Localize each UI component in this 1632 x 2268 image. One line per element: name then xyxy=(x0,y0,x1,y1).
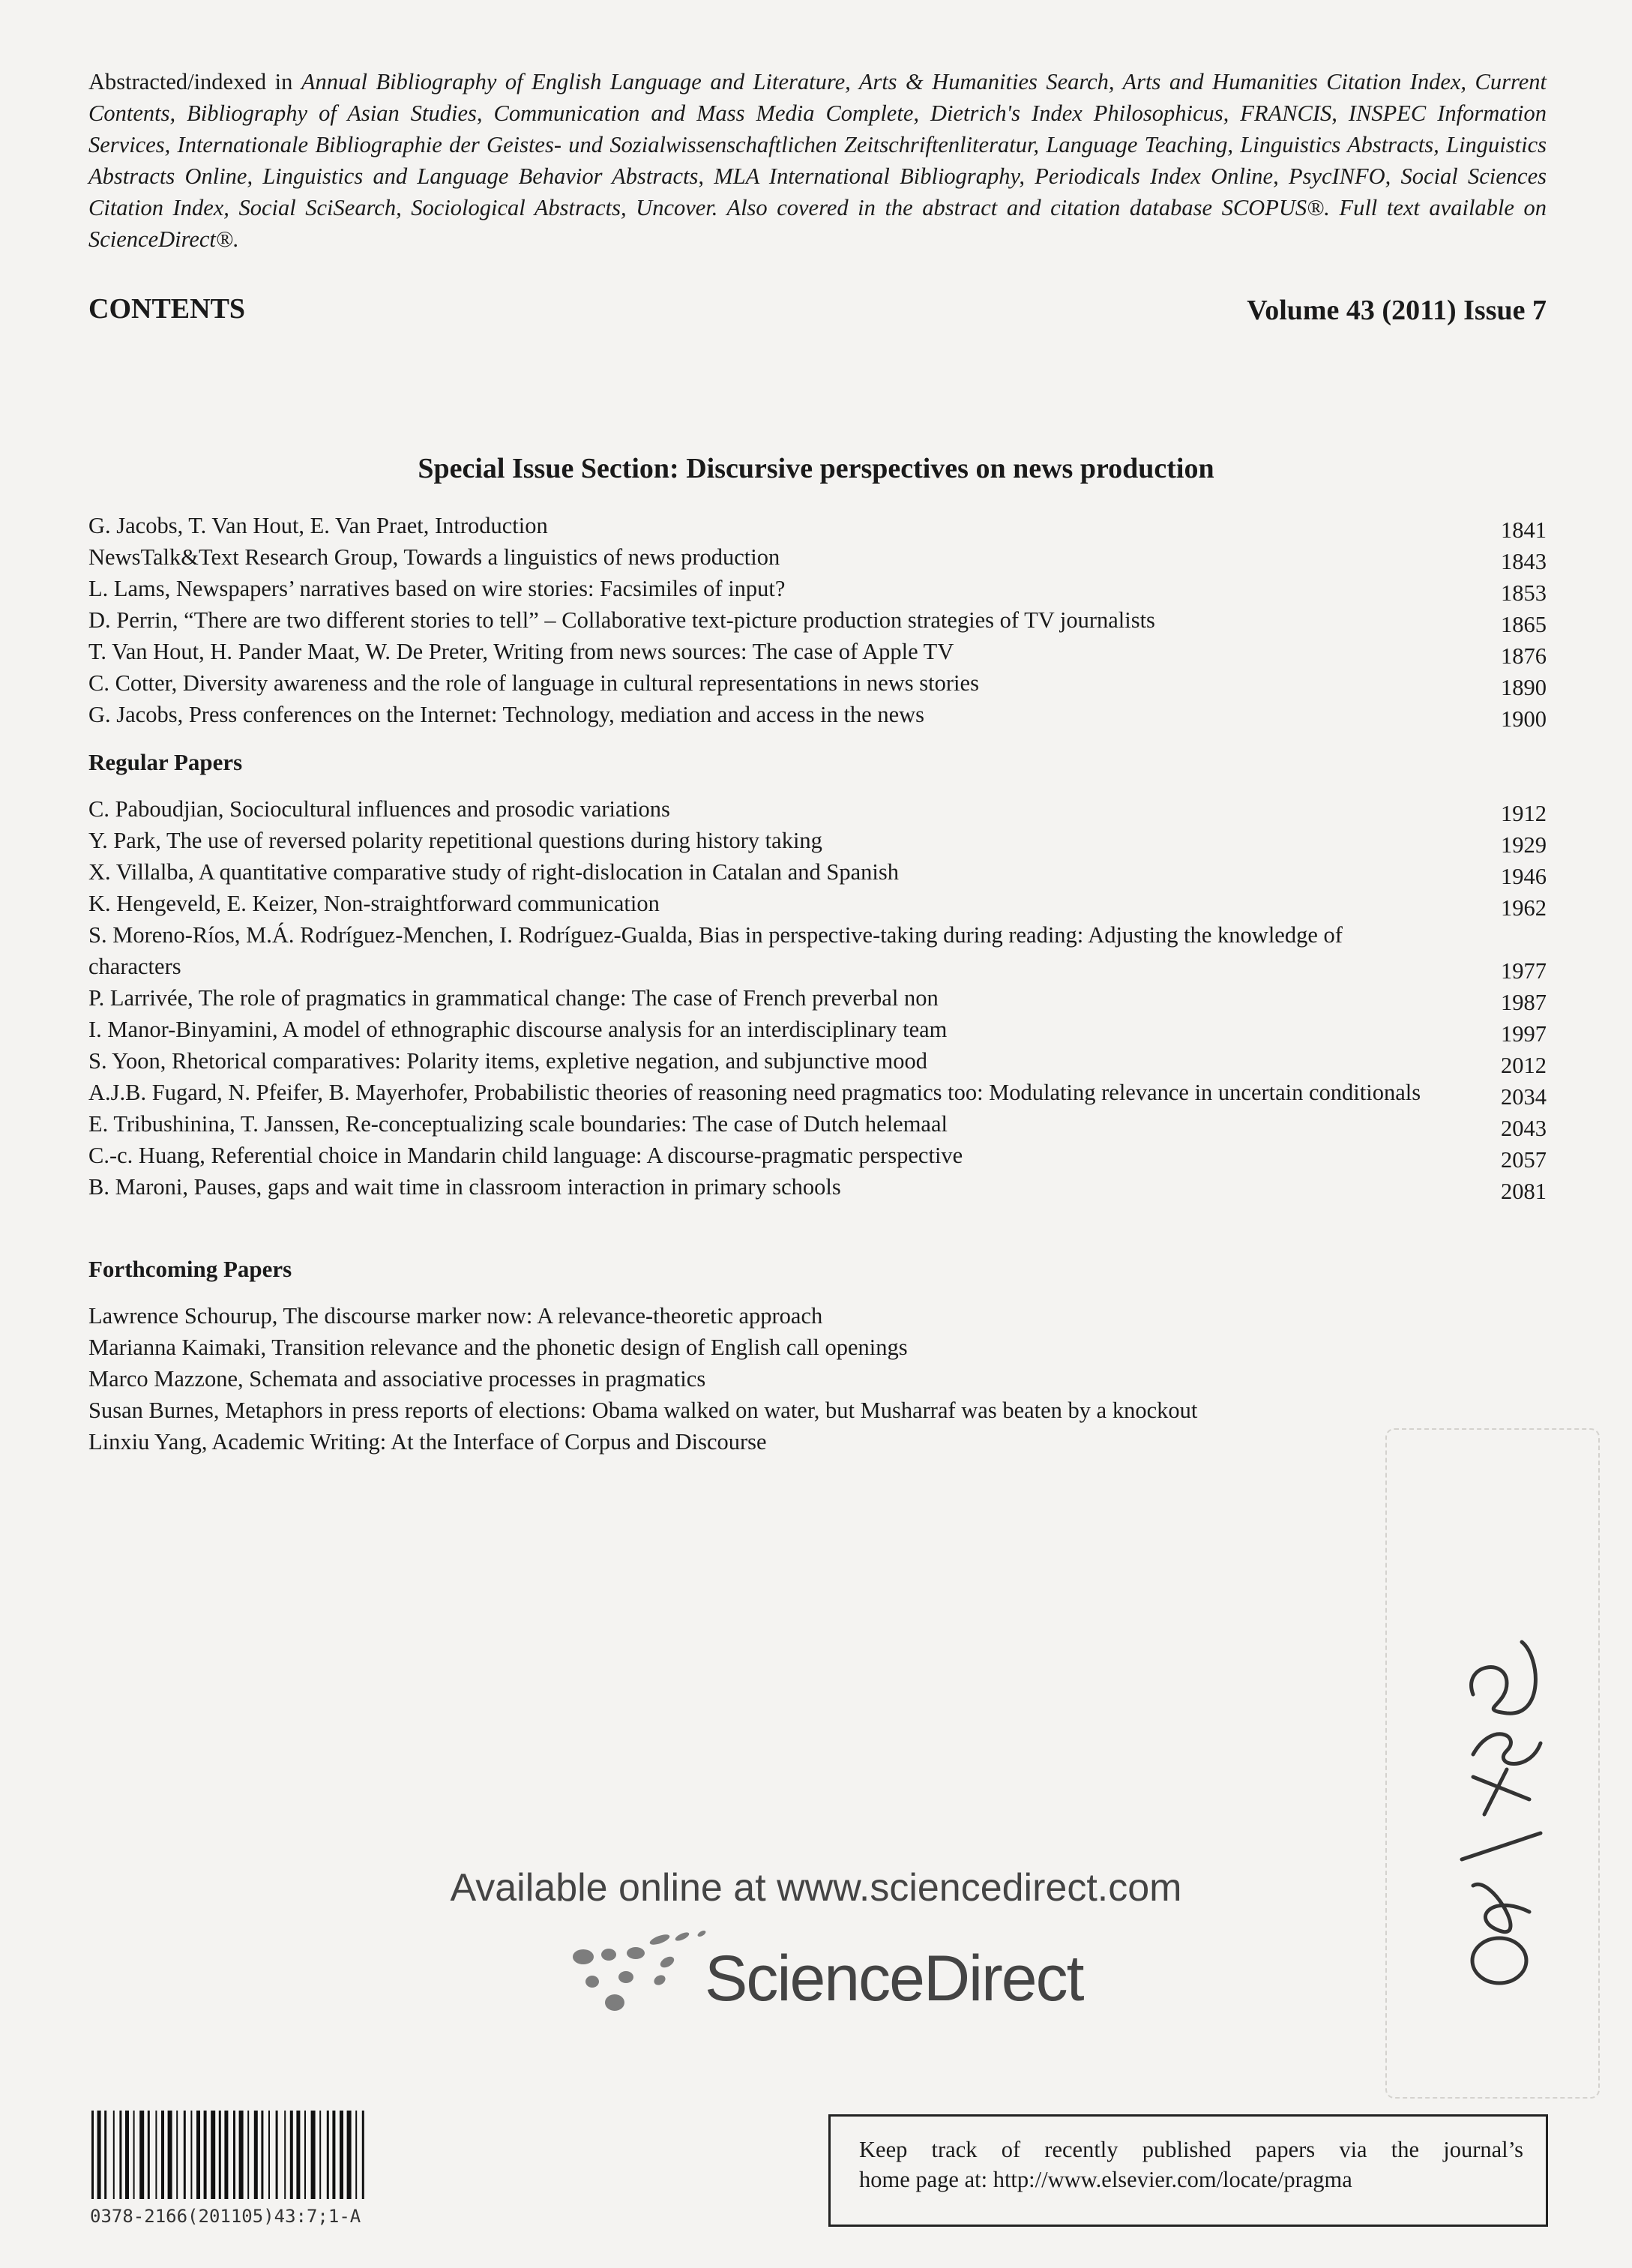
page-number: 1890 xyxy=(1501,675,1547,700)
forthcoming-item: Susan Burnes, Metaphors in press reports of elections: Obama walked on water, but Musharraf was beaten by a knockout xyxy=(88,1398,1198,1423)
page-number: 2034 xyxy=(1501,1084,1547,1110)
indexing-list: Annual Bibliography of English Language and Literature, Arts & Humanities Search, Arts and Humanities Citation Index, Current Contents, Bibliography of Asian Studies, Communication and Mass Media Complete, Dietrich's Index Philosophicus, FRANCIS, INSPEC Information Services, Internationale Bibliographie der Geistes- und Sozialwissenschaftlichen Zeitschriftenliteratur, Language Teaching, Linguistics Abstracts, Linguistics Abstracts Online, Linguistics and Language Behavior Abstracts, MLA International Bibliography, Periodicals Index Online, PsycINFO, Social Sciences Citation Index, Social SciSearch, Sociological Abstracts, Uncover. Also covered in the abstract and citation database SCOPUS®. Full text available on ScienceDirect®. xyxy=(88,69,1547,252)
sciencedirect-logo-text: ScienceDirect xyxy=(705,1943,1083,2015)
indexing-statement xyxy=(88,66,1547,255)
barcode-bar xyxy=(104,2111,106,2199)
barcode-bar xyxy=(296,2111,300,2199)
toc-entry[interactable]: C.-c. Huang, Referential choice in Mandarin child language: A discourse-pragmatic perspective 2057 xyxy=(88,1140,1547,1171)
handwritten-annotation-image xyxy=(1417,1589,1582,1994)
barcode-bar xyxy=(97,2111,101,2199)
page-number: 1841 xyxy=(1501,517,1547,543)
barcode-bar xyxy=(155,2111,157,2199)
barcode-bar xyxy=(168,2111,172,2199)
barcode-bar xyxy=(176,2111,178,2199)
barcode-bar xyxy=(196,2111,200,2199)
forthcoming-item: Marco Mazzone, Schemata and associative processes in pragmatics xyxy=(88,1366,706,1392)
toc-entry[interactable]: B. Maroni, Pauses, gaps and wait time in classroom interaction in primary schools 2081 xyxy=(88,1171,1547,1203)
special-issue-title: Special Issue Section: Discursive perspectives on news production xyxy=(418,453,1214,484)
barcode-bar xyxy=(284,2111,286,2199)
barcode-bar xyxy=(276,2111,278,2199)
barcode-bar xyxy=(332,2111,335,2199)
barcode-bar xyxy=(219,2111,221,2199)
page-number: 1912 xyxy=(1501,801,1547,826)
barcode-bar xyxy=(247,2111,249,2199)
toc-entry[interactable]: E. Tribushinina, T. Janssen, Re-conceptualizing scale boundaries: The case of Dutch helemaal 2043 xyxy=(88,1108,1547,1140)
barcode-bar xyxy=(304,2111,306,2199)
barcode-bar xyxy=(347,2111,352,2199)
barcode-bar xyxy=(319,2111,321,2199)
toc-entry[interactable]: L. Lams, Newspapers’ narratives based on wire stories: Facsimiles of input? 1853 xyxy=(88,573,1547,604)
handwritten-marks xyxy=(1462,1642,1541,1983)
toc-entry[interactable]: C. Cotter, Diversity awareness and the role of language in cultural representations in news stories 1890 xyxy=(88,667,1547,699)
page-number: 1900 xyxy=(1501,706,1547,732)
page-number: 1929 xyxy=(1501,832,1547,858)
barcode-bar xyxy=(362,2111,364,2199)
forthcoming-papers xyxy=(88,1254,1197,1458)
forthcoming-item: Linxiu Yang, Academic Writing: At the Interface of Corpus and Discourse xyxy=(88,1429,767,1455)
page-number: 1946 xyxy=(1501,864,1547,889)
barcode-bar xyxy=(184,2111,186,2199)
forthcoming-item: Marianna Kaimaki, Transition relevance and the phonetic design of English call openings xyxy=(88,1335,908,1360)
barcode-bar xyxy=(290,2111,293,2199)
toc-entry[interactable]: K. Hengeveld, E. Keizer, Non-straightforward communication 1962 xyxy=(88,888,1547,919)
barcode-bar xyxy=(224,2111,228,2199)
sciencedirect-logo-icon xyxy=(570,1923,712,2013)
barcode-bar xyxy=(148,2111,150,2199)
barcode-bar xyxy=(139,2111,144,2199)
special-issue-list xyxy=(88,510,1547,1203)
page-number: 1987 xyxy=(1501,990,1547,1015)
journal-homepage-box xyxy=(828,2114,1548,2227)
page-number: 1853 xyxy=(1501,580,1547,606)
barcode-bar xyxy=(204,2111,207,2199)
page-number: 1977 xyxy=(1501,958,1547,984)
toc-entry[interactable]: NewsTalk&Text Research Group, Towards a linguistics of news production 1843 xyxy=(88,541,1547,573)
indexing-lead: Abstracted/indexed in xyxy=(88,69,293,94)
toc-entry[interactable]: D. Perrin, “There are two different stories to tell” – Collaborative text-picture production strategies of TV journalists 1865 xyxy=(88,604,1547,636)
volume-issue: Volume 43 (2011) Issue 7 xyxy=(1247,295,1547,326)
barcode-bar xyxy=(91,2111,94,2199)
toc-entry[interactable]: T. Van Hout, H. Pander Maat, W. De Preter, Writing from news sources: The case of Apple TV 1876 xyxy=(88,636,1547,667)
page-number: 2081 xyxy=(1501,1179,1547,1204)
barcode-number: 0378-2166(201105)43:7;1-A xyxy=(90,2206,361,2227)
toc-entry[interactable]: G. Jacobs, T. Van Hout, E. Van Praet, Introduction 1841 xyxy=(88,510,1547,541)
toc-entry[interactable]: A.J.B. Fugard, N. Pfeifer, B. Mayerhofer, Probabilistic theories of reasoning need pragmatics too: Modulating relevance in uncertain conditionals 2034 xyxy=(88,1077,1547,1108)
barcode-bar xyxy=(211,2111,215,2199)
barcode-bar xyxy=(261,2111,263,2199)
barcode-bar xyxy=(340,2111,343,2199)
toc-entry[interactable]: P. Larrivée, The role of pragmatics in grammatical change: The case of French preverbal non 1987 xyxy=(88,982,1547,1014)
toc-entry[interactable]: I. Manor-Binyamini, A model of ethnographic discourse analysis for an interdisciplinary team 1997 xyxy=(88,1014,1547,1045)
page-number: 2012 xyxy=(1501,1053,1547,1078)
page-number: 2057 xyxy=(1501,1147,1547,1173)
barcode-bar xyxy=(113,2111,115,2199)
contents-heading: CONTENTS xyxy=(88,293,246,325)
homepage-line-1: Keep track of recently published papers via the journal’s xyxy=(859,2137,1523,2162)
homepage-line-2[interactable]: home page at: http://www.elsevier.com/locate/pragma xyxy=(859,2167,1352,2192)
toc-entry[interactable]: C. Paboudjian, Sociocultural influences and prosodic variations 1912 xyxy=(88,793,1547,825)
barcode-bar xyxy=(125,2111,129,2199)
barcode-bar xyxy=(233,2111,235,2199)
barcode-bar xyxy=(119,2111,121,2199)
page-number: 1865 xyxy=(1501,612,1547,637)
page-number: 2043 xyxy=(1501,1116,1547,1141)
barcode-bar xyxy=(133,2111,135,2199)
page-number: 1843 xyxy=(1501,549,1547,574)
forthcoming-heading: Forthcoming Papers xyxy=(88,1256,292,1282)
barcode-bar xyxy=(239,2111,244,2199)
barcode-bar xyxy=(190,2111,192,2199)
regular-papers-heading: Regular Papers xyxy=(88,749,243,775)
page-number: 1962 xyxy=(1501,895,1547,921)
barcode-bar xyxy=(327,2111,329,2199)
sciencedirect-availability: Available online at www.sciencedirect.com xyxy=(450,1866,1182,1910)
barcode-image xyxy=(88,2111,478,2199)
toc-entry[interactable]: X. Villalba, A quantitative comparative study of right-dislocation in Catalan and Spanish 1946 xyxy=(88,856,1547,888)
toc-entry[interactable]: S. Moreno-Ríos, M.Á. Rodríguez-Menchen, I. Rodríguez-Gualda, Bias in perspective-taking during reading: Adjusting the knowledge of characters 1977 xyxy=(88,919,1547,982)
barcode-bar xyxy=(268,2111,270,2199)
toc-entry[interactable]: Y. Park, The use of reversed polarity repetitional questions during history taking 1929 xyxy=(88,825,1547,856)
page-number: 1876 xyxy=(1501,643,1547,669)
barcode-bar xyxy=(161,2111,164,2199)
toc-entry[interactable]: G. Jacobs, Press conferences on the Internet: Technology, mediation and access in the news 1900 xyxy=(88,699,1547,730)
forthcoming-item: Lawrence Schourup, The discourse marker now: A relevance-theoretic approach xyxy=(88,1303,823,1329)
barcode-bar xyxy=(311,2111,316,2199)
toc-entry[interactable]: S. Yoon, Rhetorical comparatives: Polarity items, expletive negation, and subjunctive mood 2012 xyxy=(88,1045,1547,1077)
page-number: 1997 xyxy=(1501,1021,1547,1047)
barcode-bar xyxy=(355,2111,357,2199)
barcode-bar xyxy=(254,2111,258,2199)
